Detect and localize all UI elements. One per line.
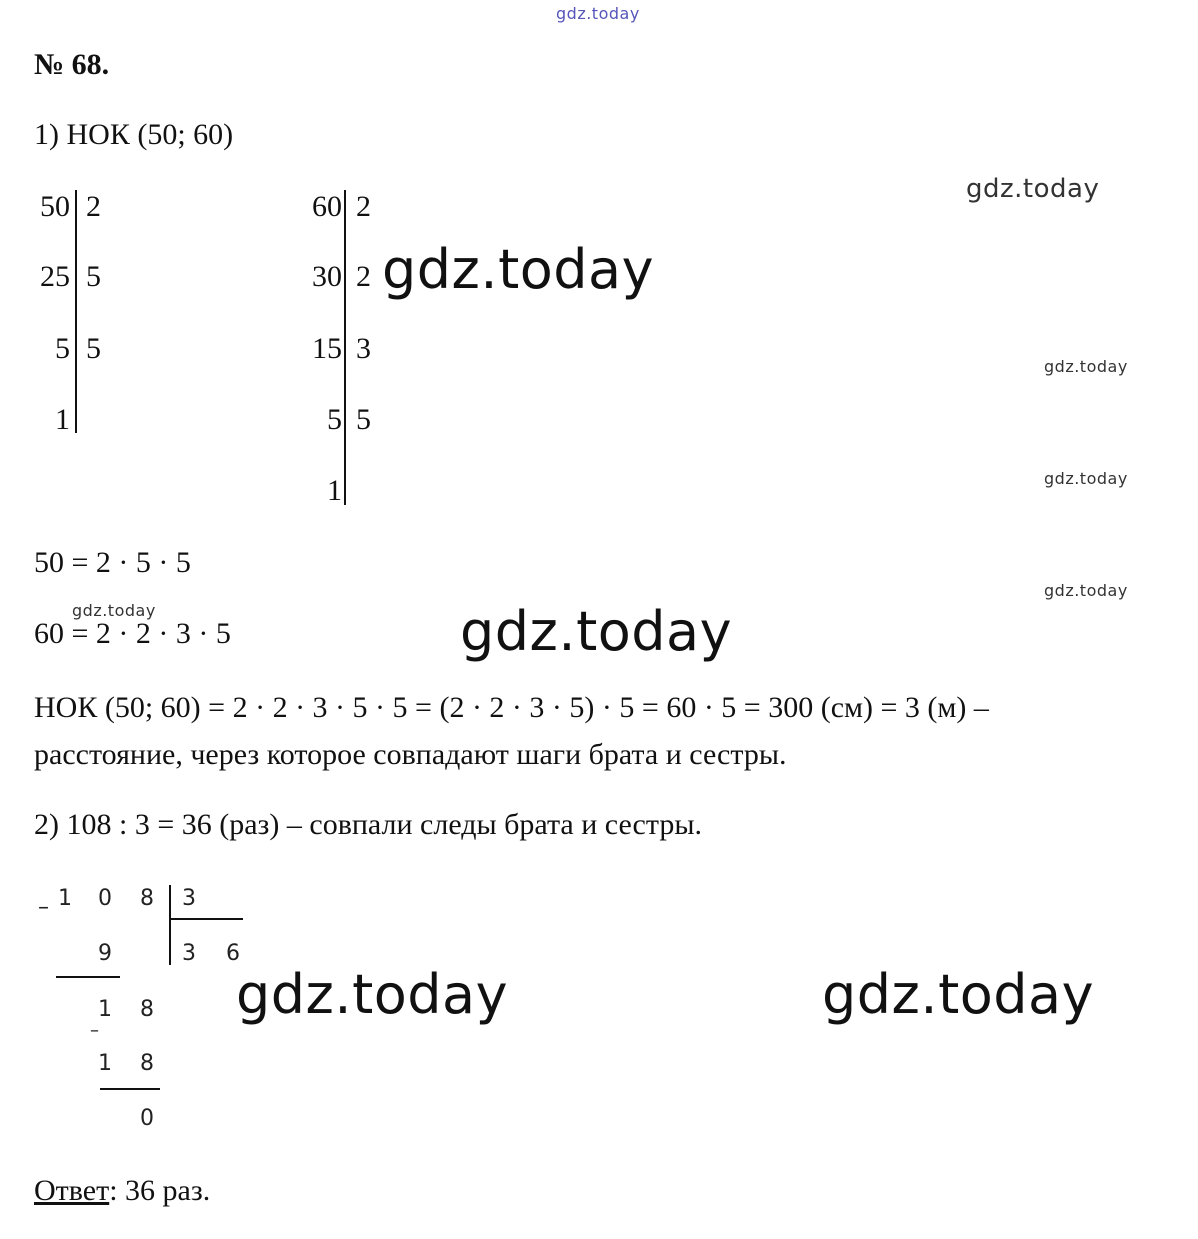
factor-left: 30 <box>312 260 342 293</box>
watermark: gdz.today <box>460 600 733 663</box>
divisor: 3 <box>182 886 196 911</box>
division-vertical-line <box>169 885 171 965</box>
dividend-digit: 1 <box>58 886 72 911</box>
factor-right: 2 <box>356 190 371 223</box>
watermark: gdz.today <box>382 238 655 301</box>
subtrahend-digit: 1 <box>98 1051 112 1076</box>
quotient-digit: 6 <box>226 941 240 966</box>
factor-divider-line <box>344 190 346 505</box>
factor-left: 60 <box>312 190 342 223</box>
final-remainder: 0 <box>140 1106 154 1131</box>
factor-right: 3 <box>356 332 371 365</box>
factor-right: 5 <box>86 332 101 365</box>
answer <box>34 1176 210 1206</box>
dividend-digit: 0 <box>98 886 112 911</box>
step-1-heading: 1) НОК (50; 60) <box>34 118 234 151</box>
divisor-underline <box>170 918 243 920</box>
subtrahend: 9 <box>98 941 112 966</box>
minus-sign: – <box>38 895 49 920</box>
minus-sign: – <box>90 1020 99 1041</box>
factor-right: 2 <box>86 190 101 223</box>
watermark: gdz.today <box>236 963 509 1026</box>
remainder-digit: 1 <box>98 997 112 1022</box>
factor-right: 5 <box>86 260 101 293</box>
answer-text: : 36 раз. <box>109 1174 211 1207</box>
lcm-line-1: НОК (50; 60) = 2 · 2 · 3 · 5 · 5 = (2 · 2 · 3 · 5) · 5 = 60 · 5 = 300 (см) = 3 (м) – <box>34 691 989 724</box>
quotient-digit: 3 <box>182 941 196 966</box>
dividend-digit: 8 <box>140 886 154 911</box>
factor-left: 5 <box>327 403 342 436</box>
factor-left: 5 <box>55 332 70 365</box>
subtrahend-digit: 8 <box>140 1051 154 1076</box>
factor-right: 5 <box>356 403 371 436</box>
answer-label: Ответ <box>34 1174 110 1207</box>
factor-left: 15 <box>312 332 342 365</box>
watermark: gdz.today <box>966 174 1100 204</box>
problem-number: № 68. <box>34 48 110 81</box>
factor-right: 2 <box>356 260 371 293</box>
watermark: gdz.today <box>72 601 156 620</box>
step-2-line: 2) 108 : 3 = 36 (раз) – совпали следы брата и сестры. <box>34 808 702 841</box>
lcm-line-2: расстояние, через которое совпадают шаги брата и сестры. <box>34 738 787 771</box>
equation-60: 60 = 2 · 2 · 3 · 5 <box>34 617 231 650</box>
division-underline <box>56 976 120 978</box>
watermark: gdz.today <box>1044 469 1128 488</box>
factor-left: 1 <box>55 403 70 436</box>
division-underline <box>100 1088 160 1090</box>
factor-divider-line <box>75 190 77 433</box>
watermark: gdz.today <box>1044 357 1128 376</box>
watermark-top: gdz.today <box>556 4 640 23</box>
factor-left: 50 <box>40 190 70 223</box>
equation-50: 50 = 2 · 5 · 5 <box>34 546 191 579</box>
factor-left: 1 <box>327 474 342 507</box>
remainder-digit: 8 <box>140 997 154 1022</box>
factor-left: 25 <box>40 260 70 293</box>
watermark: gdz.today <box>1044 581 1128 600</box>
watermark: gdz.today <box>822 963 1095 1026</box>
